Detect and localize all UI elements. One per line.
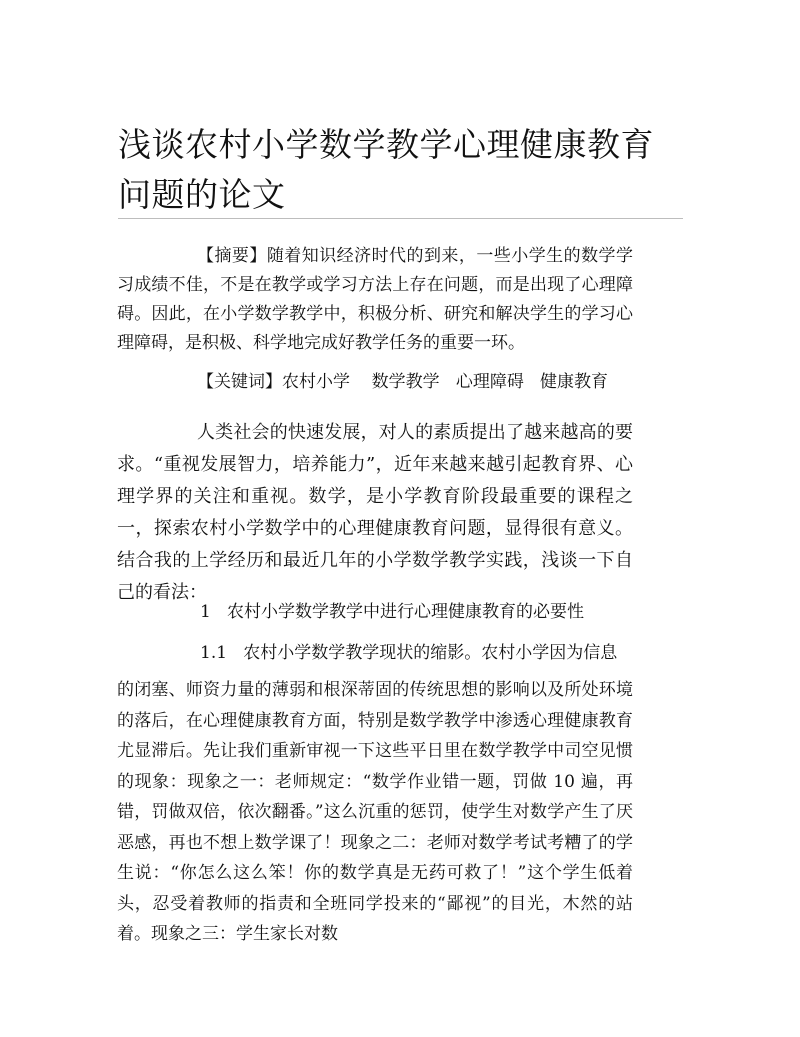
body-paragraph: 的闭塞、师资力量的薄弱和根深蒂固的传统思想的影响以及所处环境的落后，在心理健康教育方面，特别是数学教学中渗透心理健康教育尤显滞后。先让我们重新审视一下这些平日里在数学教学中司空见惯的现象：现象之一：老师规定：“数学作业错一题，罚做 10 遍，再错，罚做双倍，依次翻番。”这么沉重的惩罚，使学生对数学产生了厌恶感，再也不想上数学课了！现象之二：老师对数学考试考糟了的学生说：“你怎么这么笨！你的数学真是无药可救了！”这个学生低着头，忍受着教师的指责和全班同学投来的“鄙视”的目光，木然的站着。现象之三：学生家长对数 bbox=[117, 680, 633, 944]
abstract-paragraph: 【摘要】随着知识经济时代的到来，一些小学生的数学学习成绩不佳，不是在教学或学习方法上存在问题，而是出现了心理障碍。因此，在小学数学教学中，积极分析、研究和解决学生的学习心理障碍，是积极、科学地完成好教学任务的重要一环。 bbox=[117, 246, 633, 353]
keywords-line: 【关键词】农村小学 数学教学 心理障碍 健康教育 bbox=[197, 372, 609, 392]
intro-paragraph: 人类社会的快速发展，对人的素质提出了越来越高的要求。“重视发展智力，培养能力”，近年来越来越引起教育界、心理学界的关注和重视。数学，是小学教育阶段最重要的课程之一，探索农村小学数学中的心理健康教育问题，显得很有意义。结合我的上学经历和最近几年的小学数学教学实践，浅谈一下自己的看法： bbox=[117, 422, 633, 603]
subsection-heading: 1.1 农村小学数学教学现状的缩影。农村小学因为信息 bbox=[200, 643, 618, 663]
title-divider bbox=[118, 218, 683, 219]
document-title: 浅谈农村小学数学教学心理健康教育问题的论文 bbox=[118, 125, 654, 214]
section-heading: 1 农村小学数学教学中进行心理健康教育的必要性 bbox=[200, 602, 585, 622]
